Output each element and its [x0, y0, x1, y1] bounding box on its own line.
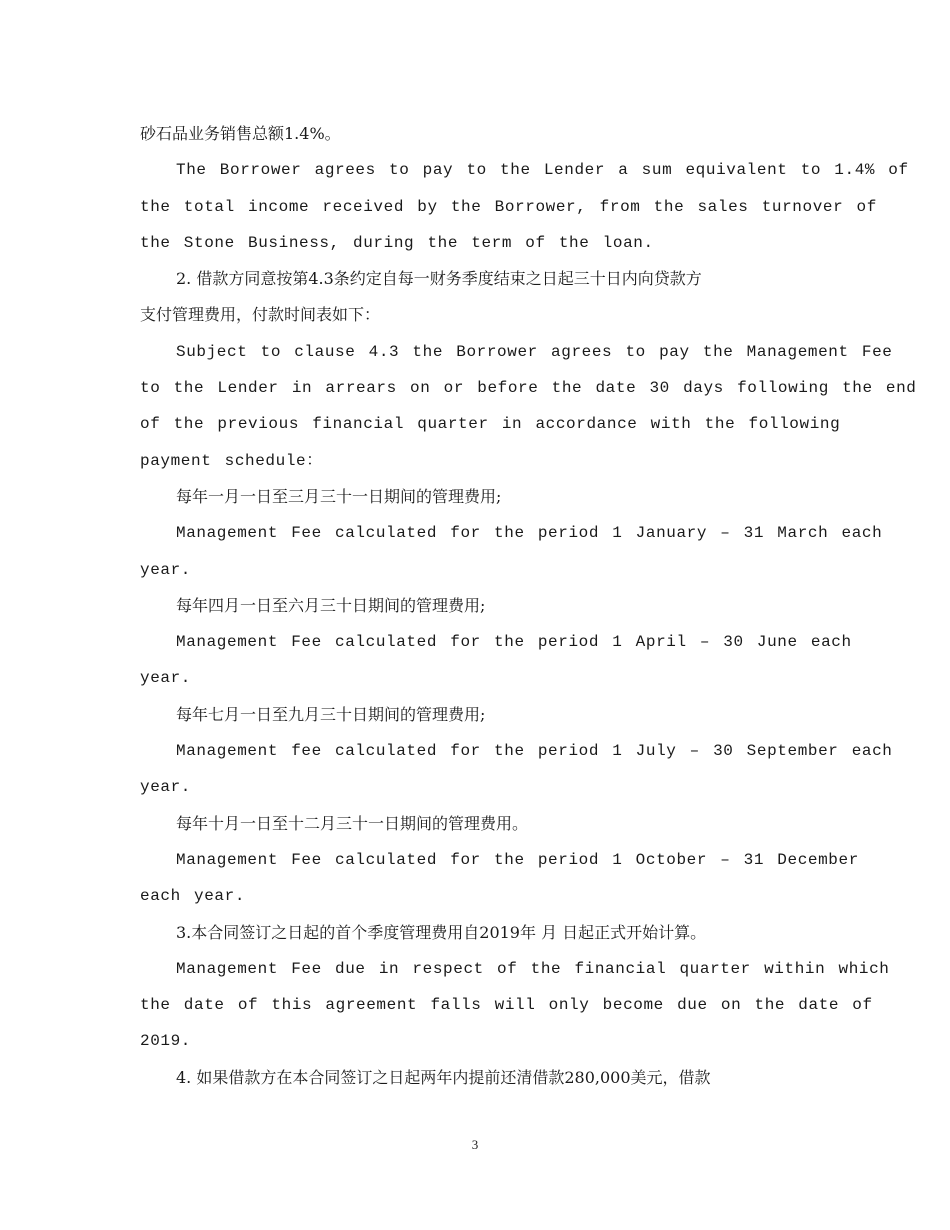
document-body [140, 116, 917, 1096]
text-line: Management Fee calculated for the period 1 April – 30 June each [176, 633, 852, 652]
text-line: 2. 借款方同意按第4.3条约定自每一财务季度结束之日起三十日内向贷款方 [176, 269, 702, 289]
text-line: the total income received by the Borrower, from the sales turnover of [140, 197, 877, 216]
text-line: 4. 如果借款方在本合同签订之日起两年内提前还清借款280,000美元，借款 [176, 1067, 711, 1087]
text-line: 支付管理费用，付款时间表如下： [140, 305, 381, 325]
text-line: Management Fee due in respect of the financial quarter within which [176, 959, 890, 978]
text-line: 3.本合同签订之日起的首个季度管理费用自2019年 月 日起正式开始计算。 [176, 922, 707, 942]
text-line: year. [140, 560, 192, 579]
text-line: Management fee calculated for the period 1 July – 30 September each [176, 742, 893, 761]
text-line: 2019. [140, 1032, 192, 1051]
text-line: the date of this agreement falls will only become due on the date of [140, 996, 873, 1015]
page-number: 3 [471, 1137, 479, 1152]
text-line: of the previous financial quarter in accordance with the following [140, 415, 841, 434]
text-line: 每年七月一日至九月三十日期间的管理费用; [176, 704, 486, 724]
text-line: Subject to clause 4.3 the Borrower agrees to pay the Management Fee [176, 342, 893, 361]
text-line: Management Fee calculated for the period 1 October – 31 December [176, 850, 859, 869]
text-line: 每年四月一日至六月三十日期间的管理费用; [176, 595, 486, 615]
text-line: The Borrower agrees to pay to the Lender a sum equivalent to 1.4% of [176, 161, 909, 180]
text-line: 每年一月一日至三月三十一日期间的管理费用; [176, 486, 502, 506]
text-line: year. [140, 669, 192, 688]
text-line: year. [140, 778, 192, 797]
text-line: Management Fee calculated for the period 1 January – 31 March each [176, 524, 883, 543]
text-line: 砂石品业务销售总额1.4%。 [140, 124, 341, 143]
text-line: payment schedule： [140, 451, 323, 470]
text-line: each year. [140, 887, 246, 906]
text-line: to the Lender in arrears on or before the date 30 days following the end [140, 379, 917, 398]
text-line: the Stone Business, during the term of the loan. [140, 233, 654, 252]
text-line: 每年十月一日至十二月三十一日期间的管理费用。 [176, 813, 529, 833]
